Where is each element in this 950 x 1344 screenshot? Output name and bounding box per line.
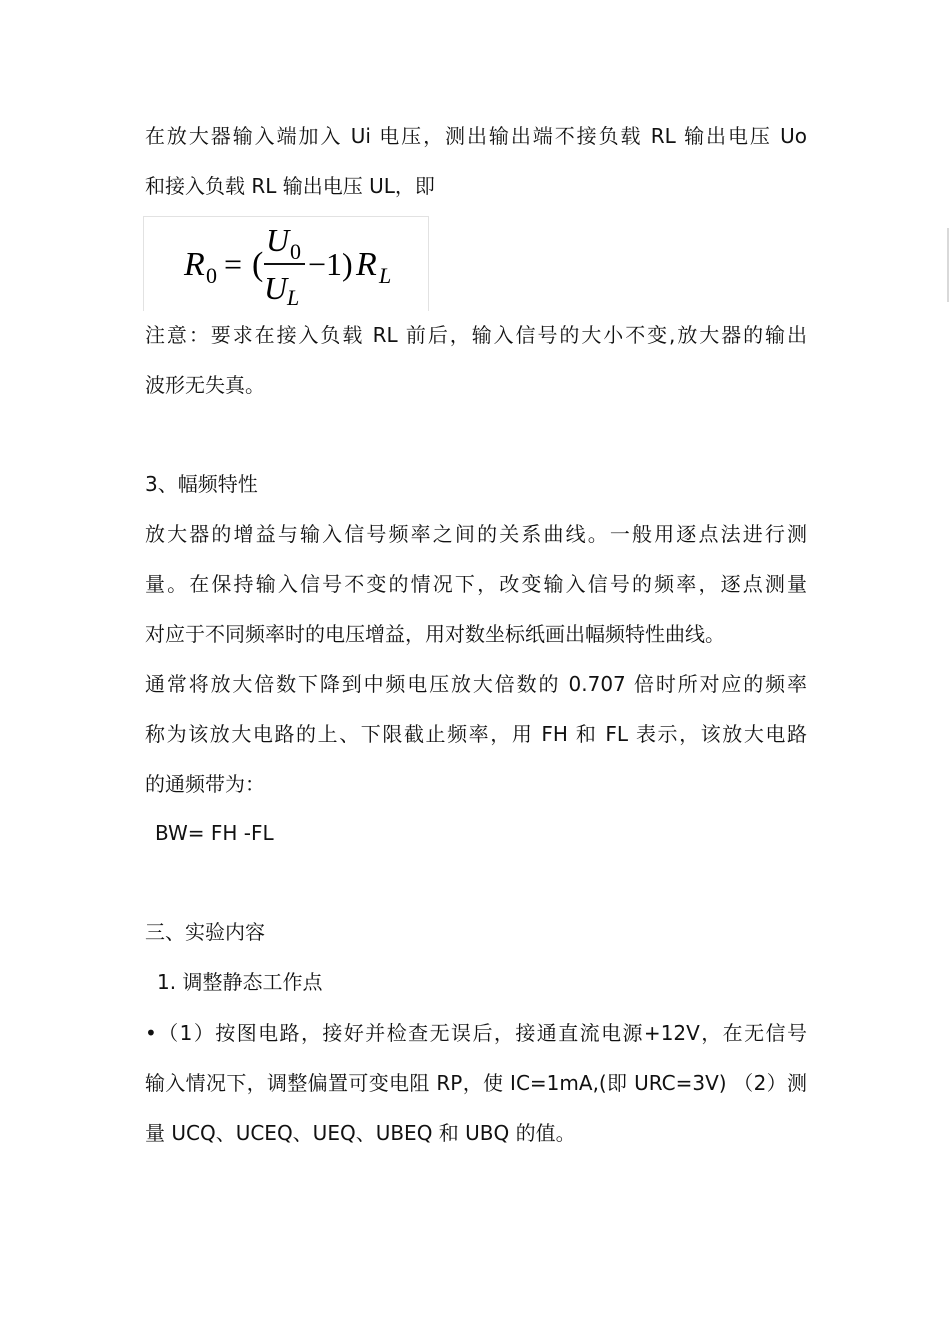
note-line: 波形无失真。	[145, 373, 265, 397]
list-item: 1. 调整静态工作点	[157, 970, 323, 994]
formula-r-subscript: 0	[206, 263, 217, 288]
formula-open-paren: (	[252, 246, 264, 283]
section-heading: 三、实验内容	[145, 920, 265, 944]
formula-numerator-subscript: 0	[290, 239, 301, 264]
paragraph-line: 对应于不同频率时的电压增益，用对数坐标纸画出幅频特性曲线。	[145, 622, 725, 646]
paragraph-line: 通常将放大倍数下降到中频电压放大倍数的 0.707 倍时所对应的频率	[145, 672, 807, 696]
page-edge-mark	[947, 228, 949, 302]
formula-minus-one: −1)	[308, 246, 353, 282]
formula-rl-subscript: L	[379, 263, 392, 288]
formula-numerator: U	[266, 222, 290, 258]
section-heading: 3、幅频特性	[145, 472, 258, 496]
formula-rl: R	[356, 246, 377, 283]
paragraph-line: 量 UCQ、UCEQ、UEQ、UBEQ 和 UBQ 的值。	[145, 1121, 576, 1145]
output-resistance-formula	[143, 216, 429, 311]
bandwidth-formula: BW= FH -FL	[155, 821, 274, 845]
formula-svg	[144, 217, 428, 311]
formula-denominator: U	[264, 270, 288, 306]
paragraph-line: 和接入负载 RL 输出电压 UL，即	[145, 174, 435, 198]
paragraph-line: •（1）按图电路，接好并检查无误后，接通直流电源+12V，在无信号	[145, 1021, 807, 1045]
note-line: 注意：要求在接入负载 RL 前后，输入信号的大小不变,放大器的输出	[145, 323, 807, 347]
paragraph-line: 放大器的增益与输入信号频率之间的关系曲线。一般用逐点法进行测	[145, 522, 807, 546]
paragraph-line: 在放大器输入端加入 Ui 电压，测出输出端不接负载 RL 输出电压 Uo	[145, 124, 807, 148]
paragraph-line: 称为该放大电路的上、下限截止频率，用 FH 和 FL 表示，该放大电路	[145, 722, 807, 746]
paragraph-line: 量。在保持输入信号不变的情况下，改变输入信号的频率，逐点测量	[145, 572, 807, 596]
paragraph-line: 输入情况下，调整偏置可变电阻 RP，使 IC=1mA,(即 URC=3V) （2）测	[145, 1071, 807, 1095]
paragraph-line: 的通频带为：	[145, 772, 265, 796]
formula-r: R	[184, 246, 205, 283]
formula-equals: =	[224, 246, 243, 282]
formula-denominator-subscript: L	[287, 285, 300, 310]
